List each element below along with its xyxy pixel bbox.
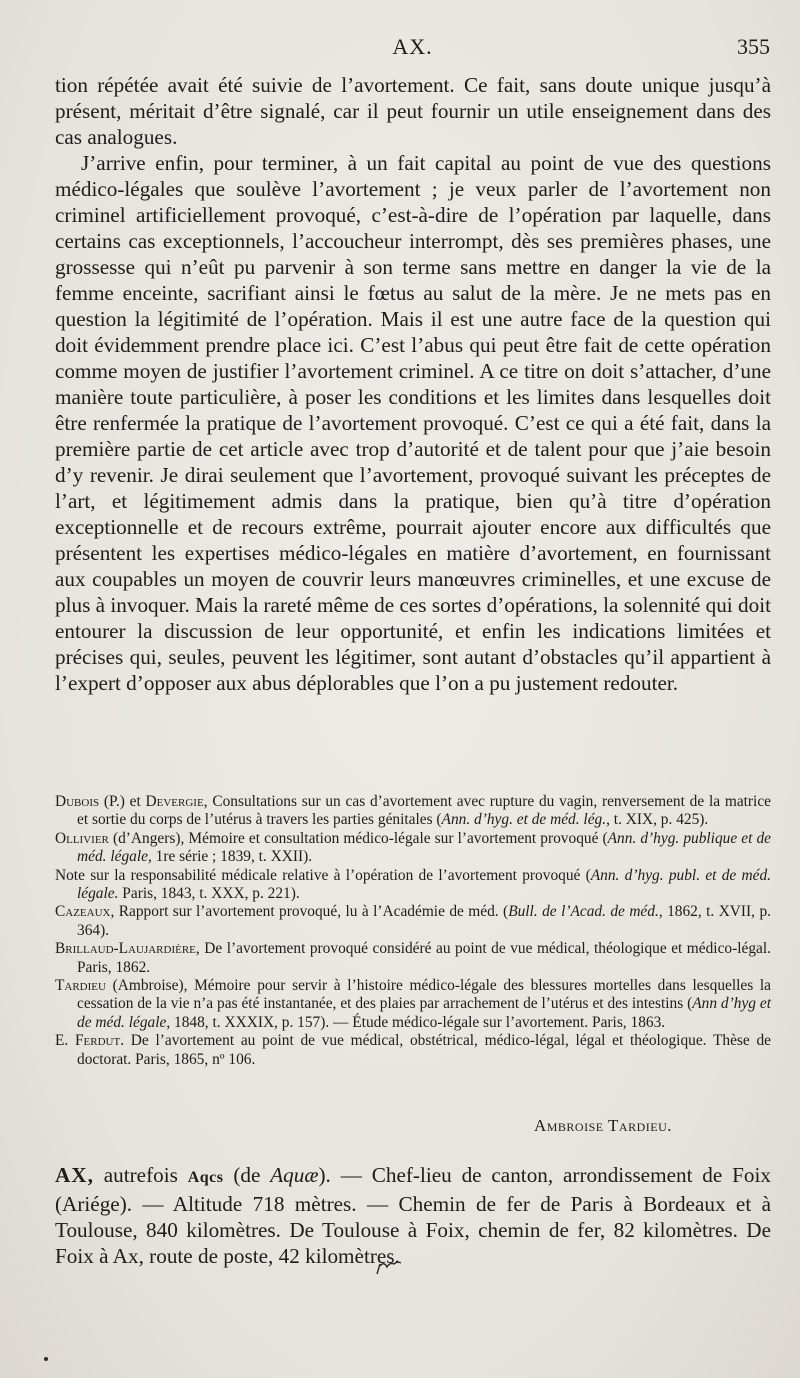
ref-text: , 1862, t. XVII, p. 364). — [77, 903, 771, 939]
ref-journal: Ann. d’hyg. et de méd. lég. — [441, 811, 607, 829]
ref-author: Devergie — [145, 793, 204, 810]
reference-ollivier — [55, 830, 771, 867]
ref-author: Ferdut — [74, 1032, 121, 1050]
running-head: AX. — [392, 34, 433, 59]
ref-journal: Ann. d’hyg. publique et de méd. légale — [77, 829, 771, 866]
ref-text: Note sur la responsabilité médicale relative à l’opération de l’avortement provoqué ( — [55, 866, 591, 884]
reference-cazeaux — [55, 903, 771, 940]
ref-text: E. — [55, 1032, 75, 1050]
ink-mark — [374, 1258, 404, 1278]
ref-text: , Rapport sur l’avortement provoqué, lu à l’Académie de méd. ( — [110, 903, 509, 921]
ref-text: . De l’avortement au point de vue médical, obstétrical, médico-légal, légal et théologique. Thèse de doctorat. Paris, 1865, nº 106. — [77, 1032, 771, 1068]
ref-journal: Ann. d’hyg. publ. et de méd. légale. — [77, 866, 771, 903]
ink-dot — [44, 1357, 48, 1361]
main-text — [55, 72, 771, 696]
entry-latin-name: Aquæ — [270, 1163, 319, 1187]
ref-text: (P.) et — [99, 793, 146, 810]
ref-author: Dubois — [55, 793, 100, 810]
entry-text: autrefois — [93, 1163, 188, 1187]
ref-text: Paris, 1843, t. XXX, p. 221). — [118, 885, 300, 903]
ref-author: Brillaud-Laujardière — [55, 940, 196, 958]
ref-journal: Ann d’hyg et de méd. légale — [77, 995, 771, 1031]
paragraph-continued: tion répétée avait été suivie de l’avortement. Ce fait, sans doute unique jusqu’à présent, méritait d’être signalé, car il peut fournir un utile enseignement dans des cas analogues. — [55, 73, 771, 149]
reference-brillaud — [55, 940, 771, 977]
ref-text: , 1re série ; 1839, t. XXII). — [147, 848, 313, 866]
ref-text: (Ambroise), Mémoire pour servir à l’histoire médico-légale des blessures mortelles dans lesquelles la cessation de la vie n’a pas été instantanée, et des plaies par arrachement de l’utérus et des intestins ( — [77, 977, 771, 1013]
ref-author: Cazeaux — [55, 903, 111, 921]
ref-author: Ollivier — [55, 829, 109, 847]
reference-note — [55, 867, 771, 904]
entry-headword: AX, — [55, 1163, 94, 1187]
ref-text: , t. XIX, p. 425). — [606, 811, 709, 829]
dictionary-entry-ax — [55, 1162, 771, 1269]
paragraph-avortement-provoque: J’arrive enfin, pour terminer, à un fait capital au point de vue des questions médico-légales que soulève l’avortement ; je veux parler de l’avortement non criminel artificiellement provoqué, c’est-à-dire de l’opération par laquelle, dans certains cas exceptionnels, l’accoucheur interrompt, dès ses premières phases, une grossesse qui n’eût pu parvenir à son terme sans mettre en danger la vie de la femme enceinte, sacrifiant ainsi le fœtus au salut de la mère. Je ne mets pas en question la légitimité de l’opération. Mais il est une autre face de la question qui doit évidemment prendre place ici. C’est l’abus qui peut être fait de cette opération comme moyen de justifier l’avortement criminel. A ce titre on doit s’attacher, d’une manière toute particulière, à poser les conditions et les limites dans lesquelles doit être renfermée la pratique de l’avortement provoqué. C’est ce qui a été fait, dans la première partie de cet article avec trop d’autorité et de talent pour que j’aie besoin d’y revenir. Je dirai seulement que l’avortement, provoqué suivant les préceptes de l’art, et légitimement admis dans la pratique, bien qu’à titre d’opération exceptionnelle et de recours extrême, pourrait ajouter encore aux difficultés que présentent les expertises médico-légales en matière d’avortement, en fournissant aux coupables un moyen de couvrir leurs manœuvres criminelles, et une excuse de plus à invoquer. Mais la rareté même de ces sortes d’opérations, la solennité qui doit entourer la discussion de leur opportunité, et enfin les indications limitées et précises qui, seules, peuvent les légitimer, sont autant d’obstacles qu’il appartient à l’expert d’opposer aux abus déplorables que l’on a pu justement redouter. — [55, 151, 771, 695]
reference-ferdut — [55, 1032, 771, 1069]
reference-dubois — [55, 793, 771, 830]
ref-author: Tardieu — [55, 977, 106, 995]
page-number: 355 — [737, 34, 770, 59]
entry-old-name: Aqcs — [187, 1169, 224, 1186]
ref-text: , 1848, t. XXXIX, p. 157). — Étude médico-légale sur l’avortement. Paris, 1863. — [166, 1013, 666, 1031]
entry-text: (de — [223, 1163, 271, 1187]
ref-text: , De l’avortement provoqué considéré au point de vue médical, théologique et médico-légal. Paris, 1862. — [77, 940, 771, 976]
ref-text: (d’Angers), Mémoire et consultation médico-légale sur l’avortement provoqué ( — [108, 829, 608, 847]
bibliography — [55, 793, 771, 1069]
page-header — [55, 34, 770, 64]
ref-journal: Bull. de l’Acad. de méd. — [508, 903, 659, 921]
author-signature: Ambroise Tardieu. — [533, 1116, 672, 1135]
ref-text: , Consultations sur un cas d’avortement avec rupture du vagin, renversement de la matrice et sortie du corps de l’utérus à travers les parties génitales ( — [77, 793, 771, 829]
reference-tardieu — [55, 977, 771, 1032]
entry-text: ). — Chef-lieu de canton, arrondissement de Foix (Ariége). — Altitude 718 mètres. — Chemin de fer de Paris à Bordeaux et à Toulouse, 840 kilomètres. De Toulouse à Foix, chemin de fer, 82 kilomètres. De Foix à Ax, route de poste, 42 kilomètres. — [55, 1163, 771, 1268]
